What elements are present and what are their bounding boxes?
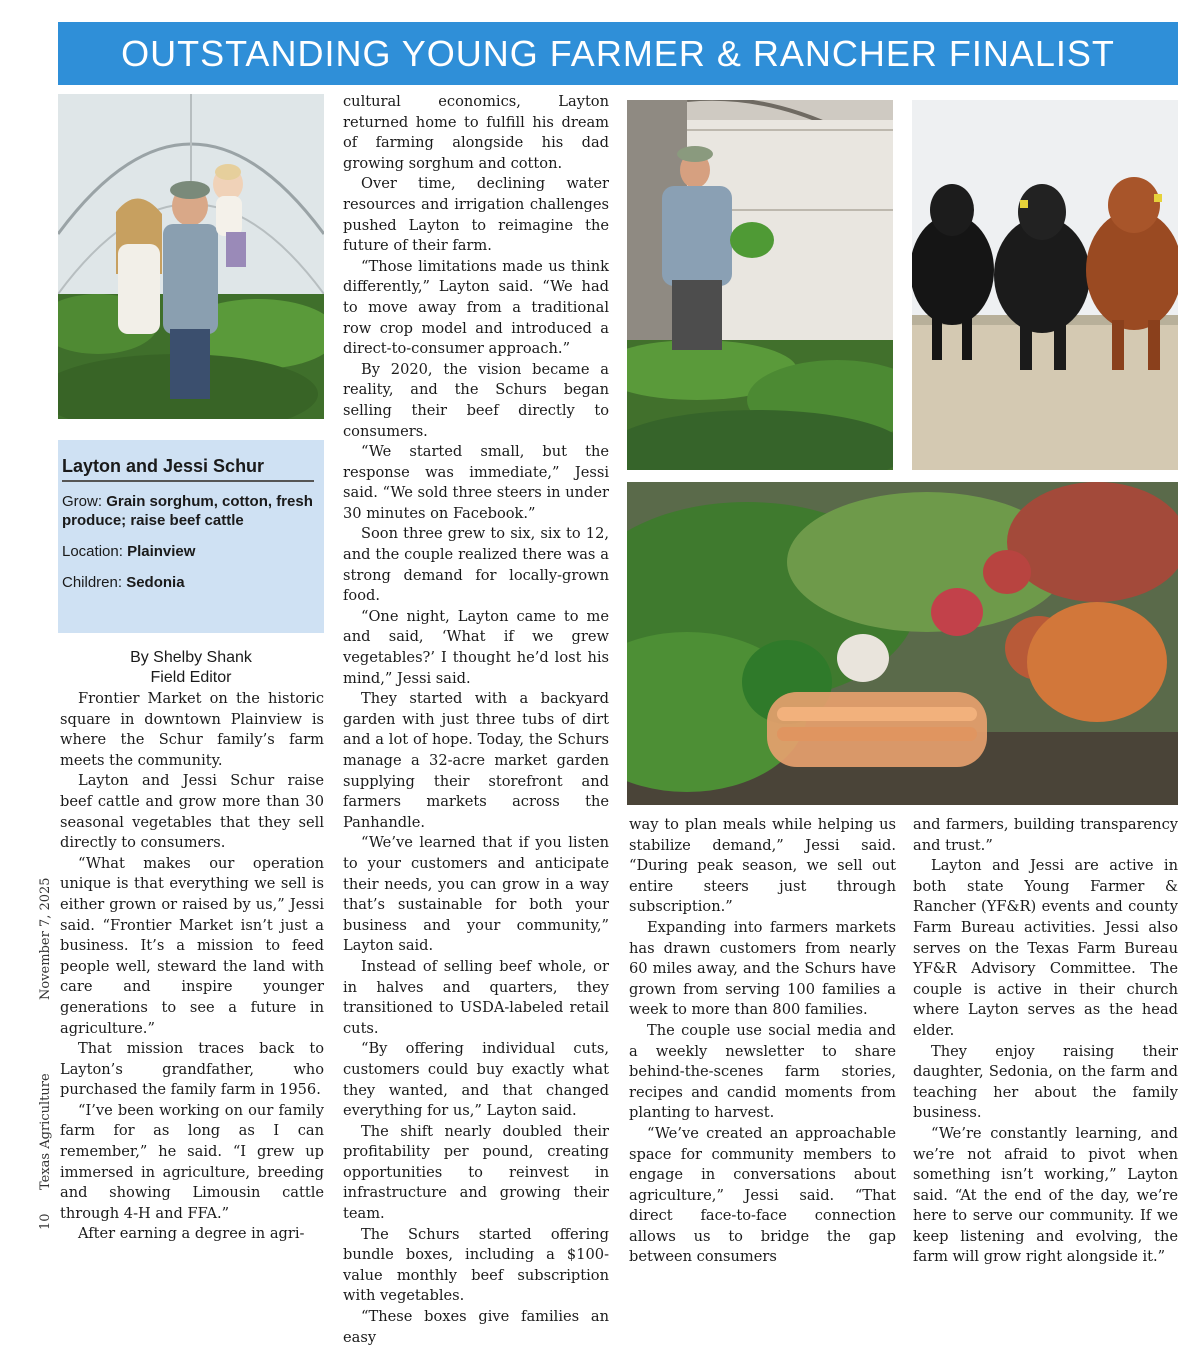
children-label: Children:: [62, 574, 123, 591]
paragraph: “Those limitations made us think differently,” Layton said. “We had to move away from a traditional row crop model and introduced a direct-to-consumer approach.”: [343, 257, 609, 358]
profile-location: [62, 542, 320, 561]
cattle-photo: [912, 100, 1178, 470]
profile-infobox: [58, 440, 324, 633]
paragraph: “We’re constantly learning, and we’re not afraid to pivot when something isn’t working,” Layton said. “At the end of the day, we’re here to serve our community. If we keep listening and evolving, the farm will grow right alongside it.”: [913, 1124, 1178, 1266]
paragraph: “These boxes give families an easy: [343, 1308, 609, 1346]
profile-children: [62, 573, 320, 592]
page-folio: [30, 870, 60, 1230]
produce-photo: [627, 482, 1178, 805]
paragraph: The shift nearly doubled their profitability per pound, creating opportunities to reinvest in infrastructure and growing their team.: [343, 1122, 609, 1223]
paragraph: They started with a backyard garden with just three tubs of dirt and a lot of hope. Today, the Schurs manage a 32-acre market garden supplying their storefront and farmers markets across the Panhandle.: [343, 690, 609, 831]
paragraph: Over time, declining water resources and irrigation challenges pushed Layton to reimagine the future of their farm.: [343, 175, 609, 255]
paragraph: The Schurs started offering bundle boxes, including a $100-value monthly beef subscription with vegetables.: [343, 1225, 609, 1305]
paragraph: By 2020, the vision became a reality, and the Schurs began selling their beef directly to consumers.: [343, 360, 609, 440]
grow-label: Grow:: [62, 493, 103, 510]
section-banner: OUTSTANDING YOUNG FARMER & RANCHER FINALIST: [58, 22, 1178, 85]
paragraph: “By offering individual cuts, customers could buy exactly what they wanted, and that changed everything for us,” Layton said.: [343, 1040, 609, 1120]
paragraph: “I’ve been working on our family farm for as long as I can remember,” he said. “I grew up immersed in agriculture, breeding and showing Limousin cattle through 4-H and FFA.”: [60, 1101, 324, 1222]
grow-value: Grain sorghum, cotton, fresh produce; raise beef cattle: [62, 493, 313, 529]
farmer-greenhouse-photo: [627, 100, 893, 470]
paragraph: Expanding into farmers markets has drawn customers from nearly 60 miles away, and the Schurs have grown from serving 100 families a week to more than 800 families.: [629, 918, 896, 1019]
paragraph: Layton and Jessi are active in both state Young Farmer & Rancher (YF&R) events and county Farm Bureau activities. Jessi also serves on the Texas Farm Bureau YF&R Advisory Committee. The couple is active in their church where Layton serves as the head elder.: [913, 857, 1178, 1039]
article-column-3: [629, 815, 896, 1268]
profile-name: Layton and Jessi Schur: [62, 456, 314, 482]
paragraph: Instead of selling beef whole, or in halves and quarters, they transitioned to USDA-labeled retail cuts.: [343, 957, 609, 1037]
paragraph: They enjoy raising their daughter, Sedonia, on the farm and teaching her about the family business.: [913, 1042, 1178, 1122]
location-label: Location:: [62, 543, 123, 560]
paragraph: and farmers, building transparency and trust.”: [913, 816, 1178, 854]
profile-grow: [62, 492, 320, 530]
article-column-1: [60, 689, 324, 1245]
paragraph: way to plan meals while helping us stabilize demand,” Jessi said. “During peak season, we sell out entire steers just through subscription.”: [629, 816, 896, 916]
paragraph: The couple use social media and a weekly newsletter to share behind-the-scenes farm stories, recipes and candid moments from planting to harvest.: [629, 1021, 896, 1122]
paragraph: “What makes our operation unique is that everything we sell is either grown or raised by us,” Jessi said. “Frontier Market isn’t just a business. It’s a mission to feed people well, steward the land with care and inspire younger generations to see a future in agriculture.”: [60, 854, 324, 1037]
paragraph: Frontier Market on the historic square in downtown Plainview is where the Schur family’s farm meets the community.: [60, 690, 324, 769]
paragraph: That mission traces back to Layton’s grandfather, who purchased the family farm in 1956.: [60, 1040, 324, 1099]
paragraph: “We’ve created an approachable space for community members to engage in conversations about agriculture,” Jessi said. “That direct face-to-face connection allows us to bridge the gap between consumers: [629, 1124, 896, 1266]
paragraph: After earning a degree in agri-: [78, 1225, 305, 1243]
byline-author: By Shelby Shank: [130, 649, 252, 666]
children-value: Sedonia: [126, 574, 185, 591]
family-photo: [58, 94, 324, 419]
paragraph: Layton and Jessi Schur raise beef cattle and grow more than 30 seasonal vegetables that they sell directly to consumers.: [60, 772, 324, 852]
paragraph: “One night, Layton came to me and said, ‘What if we grew vegetables?’ I thought he’d lost his mind,” Jessi said.: [343, 607, 609, 687]
byline-role: Field Editor: [150, 669, 232, 686]
article-column-4: [913, 815, 1178, 1268]
byline: [58, 648, 324, 688]
folio-publication: Texas Agriculture: [38, 1073, 53, 1190]
paragraph: Soon three grew to six, six to 12, and the couple realized there was a strong demand for locally-grown food.: [343, 525, 609, 605]
article-column-2: [343, 92, 609, 1348]
location-value: Plainview: [127, 543, 196, 560]
paragraph: “We’ve learned that if you listen to your customers and anticipate their needs, you can grow in a way that’s sustainable for both your business and your community,” Layton said.: [343, 834, 609, 955]
folio-page-number: 10: [38, 1213, 53, 1230]
paragraph: cultural economics, Layton returned home to fulfill his dream of farming alongside his dad growing sorghum and cotton.: [343, 93, 609, 172]
paragraph: “We started small, but the response was immediate,” Jessi said. “We sold three steers in under 30 minutes on Facebook.”: [343, 443, 609, 522]
folio-date: November 7, 2025: [38, 877, 53, 1000]
